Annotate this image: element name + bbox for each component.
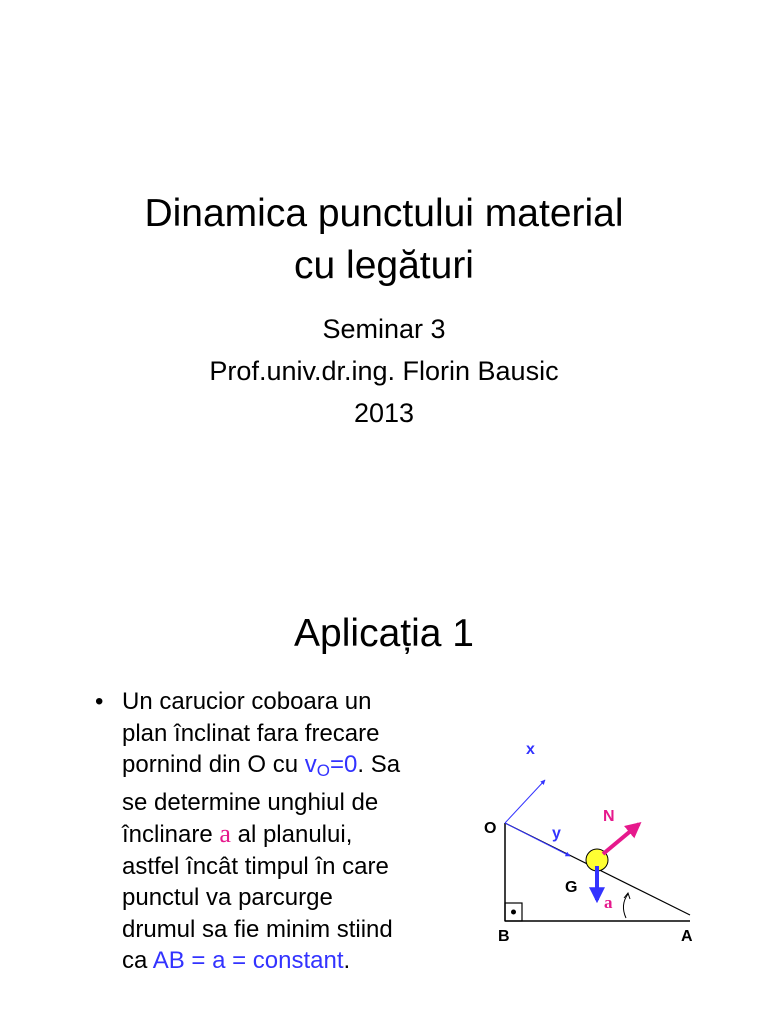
- label-a: A: [681, 928, 693, 945]
- label-g: G: [565, 879, 578, 896]
- bullet-icon: •: [95, 688, 104, 715]
- problem-line: plan înclinat fara frecare: [122, 719, 380, 747]
- application-title: Aplicația 1: [294, 612, 474, 655]
- text-segment: ca: [122, 947, 153, 974]
- problem-line: [122, 818, 425, 851]
- angle-symbol: a: [219, 819, 231, 848]
- year-label: 2013: [353, 398, 415, 428]
- text-segment: . Sa: [357, 751, 401, 778]
- label-o: O: [484, 820, 497, 837]
- slide-subtitle: [0, 308, 768, 434]
- problem-line: [122, 749, 425, 787]
- label-y: y: [552, 825, 561, 842]
- text-segment: pornind din O cu: [122, 751, 305, 778]
- x-axis-arrow: [505, 780, 545, 823]
- slide-title: [0, 188, 768, 292]
- velocity-subscript: O: [316, 761, 331, 780]
- velocity-value: =0: [330, 751, 358, 778]
- text-segment: înclinare: [122, 821, 220, 848]
- label-x: x: [526, 741, 535, 758]
- seminar-label: Seminar 3: [322, 314, 446, 344]
- initial-velocity: [305, 751, 358, 778]
- slide-title-line1: Dinamica punctului material: [144, 192, 624, 235]
- label-alpha: a: [604, 893, 613, 912]
- problem-line: Un carucior coboara un: [122, 688, 372, 715]
- label-n: N: [603, 808, 615, 825]
- problem-line: se determine unghiul de: [122, 788, 379, 816]
- author-name: Prof.univ.dr.ing. Florin Bausic: [209, 356, 559, 386]
- problem-statement: [95, 686, 425, 977]
- inclined-plane-diagram: [470, 730, 710, 960]
- problem-line: drumul sa fie minim stiind: [122, 915, 393, 943]
- right-angle-dot: [511, 910, 516, 915]
- problem-line: punctul va parcurge: [122, 884, 333, 911]
- text-segment: .: [343, 947, 351, 974]
- constant-expression: AB = a = constant: [152, 947, 344, 974]
- problem-text: [122, 686, 425, 977]
- problem-line: [122, 945, 425, 977]
- velocity-symbol: v: [304, 751, 317, 778]
- normal-force-arrow: [603, 824, 639, 854]
- label-b: B: [498, 928, 510, 945]
- slide-title-line2: cu legături: [294, 244, 474, 287]
- problem-line: astfel încât timpul în care: [122, 852, 389, 880]
- text-segment: al planului,: [230, 821, 353, 848]
